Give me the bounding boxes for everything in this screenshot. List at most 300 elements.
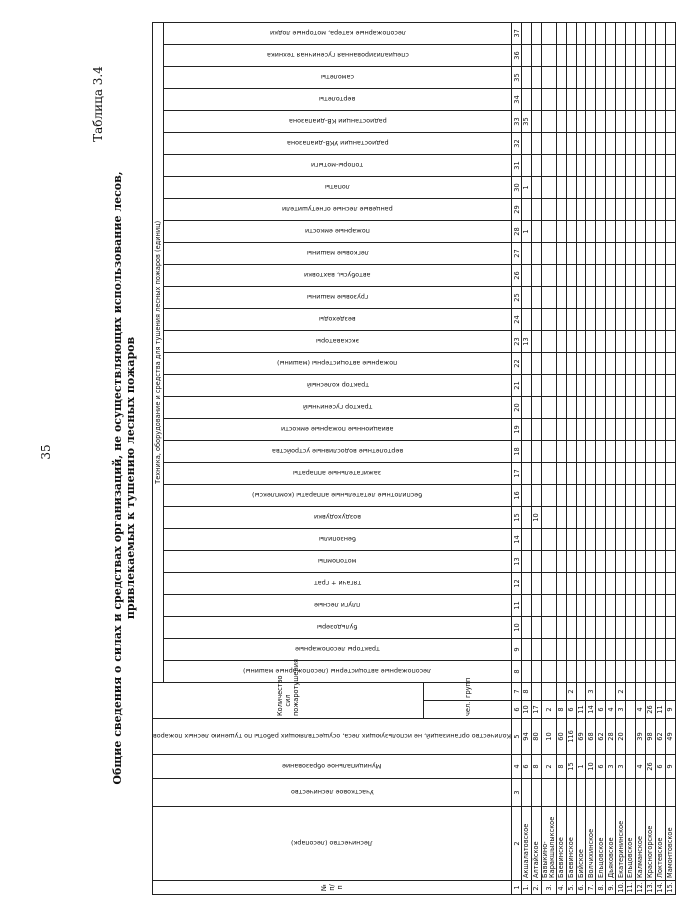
- table-cell: [606, 440, 616, 462]
- table-cell: [626, 308, 636, 330]
- row-number: 11.: [626, 882, 635, 893]
- table-cell: [576, 286, 586, 308]
- table-cell: [645, 660, 655, 682]
- table-cell: [541, 396, 556, 418]
- table-cell: 69: [576, 719, 586, 755]
- table-cell: [556, 528, 566, 550]
- table-cell: [655, 550, 665, 572]
- table-cell: [576, 440, 586, 462]
- table-cell: [541, 22, 556, 44]
- table-cell: [541, 264, 556, 286]
- header-equipment-11: [164, 440, 512, 462]
- header-forces: Количество сил пожаротушения: [153, 682, 424, 718]
- table-cell: [655, 572, 665, 594]
- table-cell: [586, 22, 596, 44]
- table-cell: [541, 660, 556, 682]
- table-cell: [596, 779, 606, 807]
- table-cell: [576, 352, 586, 374]
- table-cell: [566, 22, 576, 44]
- table-cell: [586, 550, 596, 572]
- table-cell: [616, 132, 626, 154]
- table-cell: [556, 462, 566, 484]
- table-cell: [616, 594, 626, 616]
- table-cell: [626, 374, 636, 396]
- table-cell: [665, 462, 675, 484]
- table-cell: 39: [635, 719, 645, 755]
- table-cell: [556, 264, 566, 286]
- table-cell: [596, 660, 606, 682]
- table-cell: [522, 660, 532, 682]
- table-cell: [616, 220, 626, 242]
- table-cell: [665, 220, 675, 242]
- table-cell: [606, 396, 616, 418]
- column-number: 2: [512, 807, 522, 881]
- table-cell: [576, 198, 586, 220]
- table-cell: [576, 66, 586, 88]
- table-cell: [626, 352, 636, 374]
- header-equipment-25-text: радиостанции УКВ-диапазона: [286, 139, 389, 148]
- header-equipment-16: [164, 330, 512, 352]
- table-cell: [596, 242, 606, 264]
- table-cell: [655, 308, 665, 330]
- table-cell: 60: [556, 719, 566, 755]
- table-cell: [531, 308, 541, 330]
- table-cell: [606, 779, 616, 807]
- column-number: 11: [512, 594, 522, 616]
- table-cell: [616, 396, 626, 418]
- table-cell: [606, 198, 616, 220]
- table-row: [655, 22, 665, 894]
- table-cell: [655, 352, 665, 374]
- table-cell: [596, 638, 606, 660]
- header-equipment-18: [164, 286, 512, 308]
- header-equipment-5-text: тягачи + грат: [313, 579, 362, 588]
- table-cell: [665, 572, 675, 594]
- table-cell: [556, 616, 566, 638]
- table-cell: [596, 286, 606, 308]
- table-cell: [645, 528, 655, 550]
- table-cell: [635, 154, 645, 176]
- table-cell: [635, 110, 645, 132]
- table-cell: [586, 176, 596, 198]
- table-cell: [626, 616, 636, 638]
- table-row: [645, 22, 655, 894]
- table-cell: [645, 44, 655, 66]
- table-cell: [522, 440, 532, 462]
- header-equipment-3-text: бульдозеры: [317, 623, 358, 632]
- table-cell: [606, 462, 616, 484]
- table-cell: [626, 22, 636, 44]
- table-cell: [626, 330, 636, 352]
- header-equipment-12-text: авиационные пожарные емкости: [281, 425, 394, 434]
- header-uchastkovoe-text: Участковое лесничество: [290, 788, 374, 797]
- table-cell: [626, 264, 636, 286]
- column-number: 14: [512, 528, 522, 550]
- table-cell: [576, 572, 586, 594]
- table-cell: [531, 242, 541, 264]
- table-cell: [655, 88, 665, 110]
- table-cell: [606, 22, 616, 44]
- table-cell: [522, 154, 532, 176]
- table-cell: [596, 572, 606, 594]
- lesnichestvo-name: Мамонтовское: [665, 807, 675, 881]
- table-cell: [665, 264, 675, 286]
- header-equipment-28-text: самолеты: [321, 73, 354, 82]
- table-cell: [606, 88, 616, 110]
- table-cell: [566, 550, 576, 572]
- column-number: 6: [512, 701, 522, 719]
- table-cell: 80: [531, 719, 541, 755]
- table-cell: [635, 220, 645, 242]
- table-cell: [586, 308, 596, 330]
- table-row: [556, 22, 566, 894]
- table-cell: [645, 440, 655, 462]
- table-cell: [665, 154, 675, 176]
- table-cell: [606, 660, 616, 682]
- table-cell: [645, 638, 655, 660]
- column-number: 25: [512, 286, 522, 308]
- table-cell: [586, 110, 596, 132]
- table-cell: [566, 264, 576, 286]
- table-cell: [655, 396, 665, 418]
- table-cell: [576, 132, 586, 154]
- lesnichestvo-name: Дьяковское: [606, 807, 616, 881]
- table-cell: [626, 779, 636, 807]
- table-cell: [655, 176, 665, 198]
- column-number: 5: [512, 719, 522, 755]
- table-cell: [556, 132, 566, 154]
- table-cell: [531, 528, 541, 550]
- column-number: 12: [512, 572, 522, 594]
- table-cell: [531, 220, 541, 242]
- table-cell: [616, 88, 626, 110]
- table-cell: [606, 506, 616, 528]
- table-cell: [655, 242, 665, 264]
- column-number: 27: [512, 242, 522, 264]
- table-cell: [531, 44, 541, 66]
- table-cell: [586, 242, 596, 264]
- header-org-count-text: Количество организаций, не использующих леса, осуществляющих работы по тушению лесных пожаров: [153, 732, 512, 741]
- table-cell: [596, 418, 606, 440]
- table-cell: [586, 616, 596, 638]
- table-cell: [576, 418, 586, 440]
- header-equipment: Техника, оборудование и средства для тушения лесных пожаров (единиц): [153, 22, 164, 682]
- header-municipal-text: Муниципальное образование: [282, 762, 382, 771]
- table-cell: [635, 572, 645, 594]
- table-cell: [576, 484, 586, 506]
- lesnichestvo-name: Красногорское: [645, 807, 655, 881]
- table-cell: [606, 286, 616, 308]
- lesnichestvo-name: Волчихинское: [586, 807, 596, 881]
- table-cell: [616, 550, 626, 572]
- table-cell: [576, 779, 586, 807]
- table-cell: [556, 374, 566, 396]
- table-cell: [586, 418, 596, 440]
- table-cell: [596, 594, 606, 616]
- table-cell: 11: [576, 701, 586, 719]
- table-cell: [586, 352, 596, 374]
- table-cell: [626, 484, 636, 506]
- table-cell: [541, 154, 556, 176]
- table-cell: [566, 286, 576, 308]
- table-cell: [586, 264, 596, 286]
- table-cell: [541, 66, 556, 88]
- table-cell: [655, 660, 665, 682]
- table-cell: [626, 572, 636, 594]
- table-cell: [635, 682, 645, 700]
- table-cell: [576, 88, 586, 110]
- table-cell: [522, 66, 532, 88]
- table-cell: [596, 550, 606, 572]
- table-cell: 98: [645, 719, 655, 755]
- header-equipment-1-text: лесопожарные автоцистерны (лесопожарные машины): [243, 667, 432, 676]
- table-cell: [541, 176, 556, 198]
- table-cell: 17: [531, 701, 541, 719]
- table-cell: [541, 88, 556, 110]
- table-cell: [645, 550, 655, 572]
- table-cell: [566, 242, 576, 264]
- table-cell: [616, 352, 626, 374]
- table-cell: [566, 462, 576, 484]
- table-cell: [655, 264, 665, 286]
- table-cell: [626, 528, 636, 550]
- table-cell: [576, 22, 586, 44]
- table-cell: [556, 154, 566, 176]
- table-cell: [541, 638, 556, 660]
- table-cell: [586, 154, 596, 176]
- table-cell: 2: [566, 682, 576, 700]
- table-cell: [596, 352, 606, 374]
- table-cell: [606, 682, 616, 700]
- table-cell: [606, 154, 616, 176]
- table-cell: [531, 572, 541, 594]
- table-cell: [596, 484, 606, 506]
- header-equipment-5: [164, 572, 512, 594]
- header-lesnichestvo: [153, 807, 512, 881]
- header-equipment-3: [164, 616, 512, 638]
- table-cell: [635, 550, 645, 572]
- table-cell: 94: [522, 719, 532, 755]
- table-cell: [645, 286, 655, 308]
- table-cell: [531, 352, 541, 374]
- table-cell: [531, 440, 541, 462]
- table-cell: [556, 396, 566, 418]
- table-cell: [655, 638, 665, 660]
- table-cell: [635, 88, 645, 110]
- table-cell: [626, 242, 636, 264]
- table-cell: [576, 308, 586, 330]
- table-cell: [645, 616, 655, 638]
- column-number: 13: [512, 550, 522, 572]
- table-cell: [596, 440, 606, 462]
- header-equipment-13: [164, 396, 512, 418]
- table-cell: [531, 396, 541, 418]
- table-cell: [566, 352, 576, 374]
- table-cell: [665, 594, 675, 616]
- table-cell: [556, 660, 566, 682]
- table-cell: [655, 44, 665, 66]
- table-cell: [586, 506, 596, 528]
- table-cell: 14: [586, 701, 596, 719]
- table-cell: [566, 779, 576, 807]
- table-cell: [655, 779, 665, 807]
- table-cell: [645, 308, 655, 330]
- table-cell: [626, 418, 636, 440]
- table-cell: [665, 682, 675, 700]
- table-cell: 3: [606, 755, 616, 779]
- row-number: 6.: [576, 881, 586, 895]
- header-equipment-30: [164, 22, 512, 44]
- table-cell: 8: [522, 682, 532, 700]
- table-cell: [616, 264, 626, 286]
- table-cell: [635, 528, 645, 550]
- table-cell: [586, 44, 596, 66]
- table-cell: [531, 462, 541, 484]
- table-cell: [576, 154, 586, 176]
- table-cell: [606, 220, 616, 242]
- table-cell: [522, 779, 532, 807]
- header-equipment-29-text: специализированная гусеничная техника: [266, 51, 409, 60]
- header-equipment-6-text: мотопомпы: [318, 557, 357, 566]
- header-equipment-7-text: бензопилы: [319, 535, 356, 544]
- table-cell: [586, 594, 596, 616]
- table-cell: [586, 484, 596, 506]
- table-cell: [626, 550, 636, 572]
- table-cell: [596, 132, 606, 154]
- table-cell: 1: [522, 220, 532, 242]
- table-cell: [645, 779, 655, 807]
- header-equipment-7: [164, 528, 512, 550]
- table-cell: 10: [522, 701, 532, 719]
- table-cell: [522, 242, 532, 264]
- column-number: 23: [512, 330, 522, 352]
- table-cell: [566, 220, 576, 242]
- row-number: 13.: [646, 882, 655, 893]
- header-equipment-1: [164, 660, 512, 682]
- table-cell: [541, 779, 556, 807]
- table-cell: 116: [566, 719, 576, 755]
- table-cell: [566, 396, 576, 418]
- table-cell: [522, 550, 532, 572]
- table-cell: [655, 132, 665, 154]
- table-cell: [556, 44, 566, 66]
- header-equipment-12: [164, 418, 512, 440]
- table-cell: [556, 440, 566, 462]
- header-equipment-11-text: вертолетные водосливные устройства: [271, 447, 404, 456]
- table-cell: [665, 484, 675, 506]
- row-number: 14.: [656, 882, 665, 893]
- table-cell: [586, 220, 596, 242]
- table-cell: [531, 374, 541, 396]
- table-cell: [616, 779, 626, 807]
- header-equipment-4-text: плуги лесные: [314, 601, 361, 610]
- header-equipment-9: [164, 484, 512, 506]
- table-cell: [522, 88, 532, 110]
- title-line-1: Общие сведения о силах и средствах организаций, не осуществляющих использование лесов,: [111, 171, 124, 785]
- table-cell: [596, 682, 606, 700]
- table-cell: [586, 330, 596, 352]
- table-cell: [616, 286, 626, 308]
- header-equipment-26: [164, 110, 512, 132]
- row-number: 1.: [522, 881, 532, 895]
- table-cell: [596, 198, 606, 220]
- table-cell: [541, 330, 556, 352]
- table-cell: [586, 286, 596, 308]
- title-line-2: привлекаемых к тушению лесных пожаров: [124, 336, 137, 620]
- table-cell: [635, 22, 645, 44]
- table-cell: [665, 638, 675, 660]
- table-cell: [626, 682, 636, 700]
- table-cell: [626, 132, 636, 154]
- table-cell: [566, 572, 576, 594]
- table-cell: [556, 572, 566, 594]
- table-cell: [541, 418, 556, 440]
- table-cell: [635, 594, 645, 616]
- table-cell: [626, 462, 636, 484]
- table-cell: [531, 550, 541, 572]
- column-number: 26: [512, 264, 522, 286]
- table-cell: [576, 242, 586, 264]
- header-municipal: [153, 755, 512, 779]
- table-cell: [616, 44, 626, 66]
- table-cell: [645, 132, 655, 154]
- header-equipment-30-text: лесопожарные катера, моторные лодки: [269, 29, 406, 38]
- table-cell: [522, 638, 532, 660]
- table-cell: [665, 286, 675, 308]
- table-cell: [626, 638, 636, 660]
- header-equipment-16-text: экскаваторы: [315, 337, 360, 346]
- header-equipment-19-text: автобусы, вахтовки: [304, 271, 371, 280]
- header-equipment-2: [164, 638, 512, 660]
- table-cell: [541, 484, 556, 506]
- table-cell: [616, 110, 626, 132]
- table-cell: [531, 176, 541, 198]
- table-cell: [566, 660, 576, 682]
- column-number: 30: [512, 176, 522, 198]
- table-cell: [522, 396, 532, 418]
- table-cell: [665, 374, 675, 396]
- header-equipment-17: [164, 308, 512, 330]
- table-row: [566, 22, 576, 894]
- table-cell: [541, 110, 556, 132]
- table-cell: [616, 616, 626, 638]
- table-cell: 4: [635, 755, 645, 779]
- table-row: [541, 22, 556, 894]
- table-cell: [576, 374, 586, 396]
- table-cell: [566, 154, 576, 176]
- table-cell: [606, 242, 616, 264]
- table-cell: [596, 220, 606, 242]
- table-cell: [541, 440, 556, 462]
- table-cell: [531, 132, 541, 154]
- table-cell: [626, 110, 636, 132]
- table-cell: 8: [531, 755, 541, 779]
- table-cell: 1: [576, 755, 586, 779]
- forces-table: [152, 22, 676, 895]
- table-cell: [635, 374, 645, 396]
- table-row: [616, 22, 626, 894]
- table-cell: [566, 110, 576, 132]
- table-cell: [522, 132, 532, 154]
- column-number: 34: [512, 88, 522, 110]
- row-number: 5.: [566, 881, 576, 895]
- table-cell: [606, 572, 616, 594]
- table-cell: [566, 176, 576, 198]
- table-cell: [596, 308, 606, 330]
- lesnichestvo-name: Ельцовское: [596, 807, 606, 881]
- table-cell: [586, 66, 596, 88]
- table-cell: [576, 44, 586, 66]
